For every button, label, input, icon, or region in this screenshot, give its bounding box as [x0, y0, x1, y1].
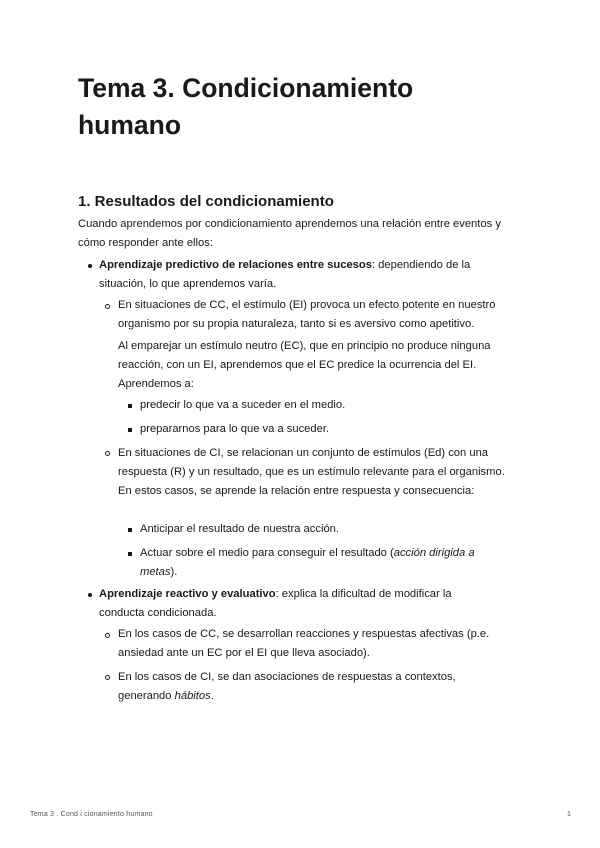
bullet-circle — [105, 451, 110, 456]
bullet-square — [128, 528, 132, 532]
cc-paragraph: Al emparejar un estímulo neutro (EC), que en principio no produce ninguna reacción, con un EI, aprendemos que el EC predice la ocurrencia del EI. Aprendemos a: — [118, 340, 491, 390]
cc-item-1: predecir lo que va a suceder en el medio. — [140, 399, 346, 411]
subbullet-end: . — [210, 690, 214, 702]
cc-item-2: prepararnos para lo que va a suceder. — [140, 423, 330, 435]
bullet-square — [128, 428, 132, 432]
bullet-circle — [105, 675, 110, 680]
subbullet-text: En los casos de CI, se dan asociaciones de respuestas a contextos, generando — [118, 671, 456, 702]
subbullet-cc: En situaciones de CC, el estímulo (EI) provoca un efecto potente en nuestro organismo por su propia naturaleza, tanto si es aversivo como apetitivo. — [118, 299, 496, 330]
bullet-square — [128, 404, 132, 408]
bullet-text: : explica la dificultad de modificar la conducta condicionada. — [99, 588, 452, 619]
bullet-predictivo — [99, 256, 509, 294]
ci-item-2-emphasis: acción dirigida a metas — [140, 547, 475, 578]
bullet-square — [128, 552, 132, 556]
ci-item-1: Anticipar el resultado de nuestra acción. — [140, 523, 340, 535]
ci-item-2-text: Actuar sobre el medio para conseguir el resultado ( — [140, 547, 394, 559]
bullet-text: : dependiendo de la situación, lo que aprendemos varía. — [99, 259, 471, 290]
bullet-dot — [88, 593, 92, 597]
bullet-dot — [88, 264, 92, 268]
bullet-circle — [105, 633, 110, 638]
bullet-strong: Aprendizaje predictivo de relaciones entre sucesos — [99, 259, 372, 271]
page-number: 1 — [567, 811, 571, 818]
ci-item-2 — [140, 544, 512, 582]
bullet-circle — [105, 304, 110, 309]
page-title: Tema 3. Condicionamiento humano — [78, 73, 414, 140]
bullet-strong: Aprendizaje reactivo y evaluativo — [99, 588, 276, 600]
section-heading: 1. Resultados del condicionamiento — [78, 193, 334, 210]
subbullet-ci: En situaciones de CI, se relacionan un conjunto de estímulos (Ed) con una respuesta (R) y un resultado, que es un estímulo relevante para el organismo. En estos casos, se aprende la relación entre respuesta y consecuencia: — [118, 447, 505, 497]
intro-paragraph: Cuando aprendemos por condicionamiento aprendemos una relación entre eventos y cómo responder ante ellos: — [78, 218, 501, 249]
subbullet-cc-reactivo: En los casos de CC, se desarrollan reacciones y respuestas afectivas (p.e. ansiedad ante un EC por el EI que lleva asociado). — [118, 628, 490, 659]
subbullet-ci-reactivo — [118, 668, 508, 706]
subbullet-emphasis: hábitos — [174, 690, 211, 702]
ci-item-2-end: ). — [170, 566, 178, 578]
bullet-reactivo — [99, 585, 499, 623]
footer-title: Tema 3 . Cond i cionamiento humano — [30, 811, 153, 818]
